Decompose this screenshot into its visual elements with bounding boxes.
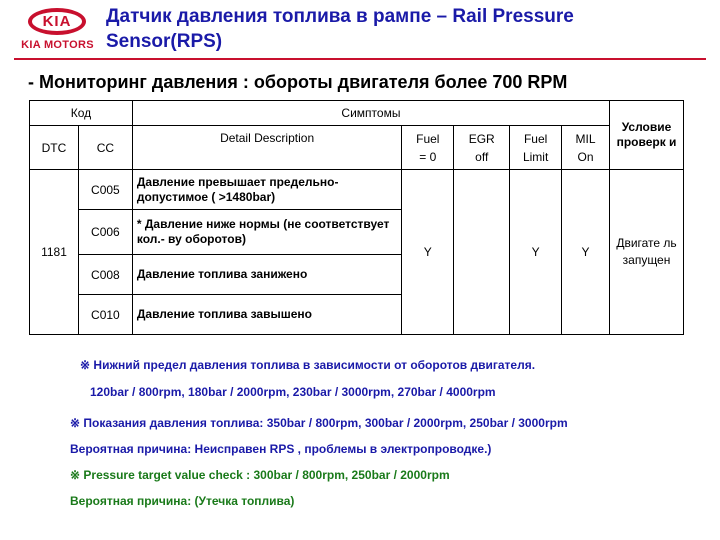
header-kod: Код (30, 101, 133, 126)
note-3-text: Pressure target value check : 300bar / 800rpm, 250bar / 2000rpm (83, 468, 450, 482)
header-fuel0 (402, 126, 454, 170)
header-divider (14, 58, 706, 60)
kia-logo (10, 8, 105, 54)
header-mil (562, 126, 610, 170)
fuel-limit-value: Y (510, 170, 562, 335)
header-fuel0-line2: = 0 (419, 149, 437, 164)
condition-value: Двигате ль запущен (610, 170, 684, 335)
header-fuel-limit-line1: Fuel (523, 131, 548, 146)
note-1-text: Нижний предел давления топлива в зависимости от оборотов двигателя. (93, 358, 536, 372)
note-1-mark: ※ (80, 358, 91, 372)
dtc-code: 1181 (30, 170, 79, 335)
page-title (106, 4, 666, 54)
note-2-cause: Вероятная причина: Неисправен RPS , проблемы в электропроводке.) (70, 442, 492, 456)
fuel0-value: Y (402, 170, 454, 335)
header-egr (454, 126, 510, 170)
header-cc: CC (78, 126, 132, 170)
header-dtc: DTC (30, 126, 79, 170)
cc-code-c008: C008 (78, 255, 132, 295)
header-fuel0-line1: Fuel (416, 131, 440, 146)
title-line2: Sensor(RPS) (106, 31, 223, 52)
cc-code-c005: C005 (78, 170, 132, 210)
section-subtitle: - Мониторинг давления : обороты двигателя более 700 RPM (28, 72, 568, 92)
note-1-values: 120bar / 800rpm, 180bar / 2000rpm, 230bar / 3000rpm, 270bar / 4000rpm (90, 385, 496, 399)
desc-c005: Давление превышает предельно- допустимое ( >1480bar) (132, 170, 401, 210)
note-3-cause: Вероятная причина: (Утечка топлива) (70, 494, 295, 508)
header-mil-line2: On (577, 149, 594, 164)
header-fuel-limit-line2: Limit (522, 149, 549, 164)
desc-c006: * Давление ниже нормы (не соответствует кол.- ву оборотов) (132, 210, 401, 255)
egr-value (454, 170, 510, 335)
header-detail: Detail Description (132, 126, 401, 170)
note-2-mark: ※ (70, 416, 81, 430)
header-egr-line1: EGR (468, 131, 495, 146)
kia-emblem (28, 8, 86, 35)
kia-emblem-text: KIA (42, 13, 72, 30)
title-line1: Датчик давления топлива в рампе – Rail Pressure (106, 6, 574, 27)
kia-motors-text: KIA MOTORS (21, 39, 94, 51)
mil-value: Y (562, 170, 610, 335)
header-mil-line1: MIL (575, 131, 596, 146)
note-3-mark: ※ (70, 468, 81, 482)
note-1 (80, 358, 535, 372)
header-condition: Условие проверк и (610, 101, 684, 170)
note-2-text: Показания давления топлива: 350bar / 800rpm, 300bar / 2000rpm, 250bar / 3000rpm (83, 416, 568, 430)
note-2 (70, 416, 568, 430)
cc-code-c010: C010 (78, 295, 132, 335)
header-fuel-limit (510, 126, 562, 170)
desc-c008: Давление топлива занижено (132, 255, 401, 295)
desc-c010: Давление топлива завышено (132, 295, 401, 335)
header-egr-line2: off (475, 149, 489, 164)
note-3 (70, 468, 450, 482)
header-symptoms: Симптомы (132, 101, 609, 126)
dtc-table (29, 100, 684, 335)
cc-code-c006: C006 (78, 210, 132, 255)
